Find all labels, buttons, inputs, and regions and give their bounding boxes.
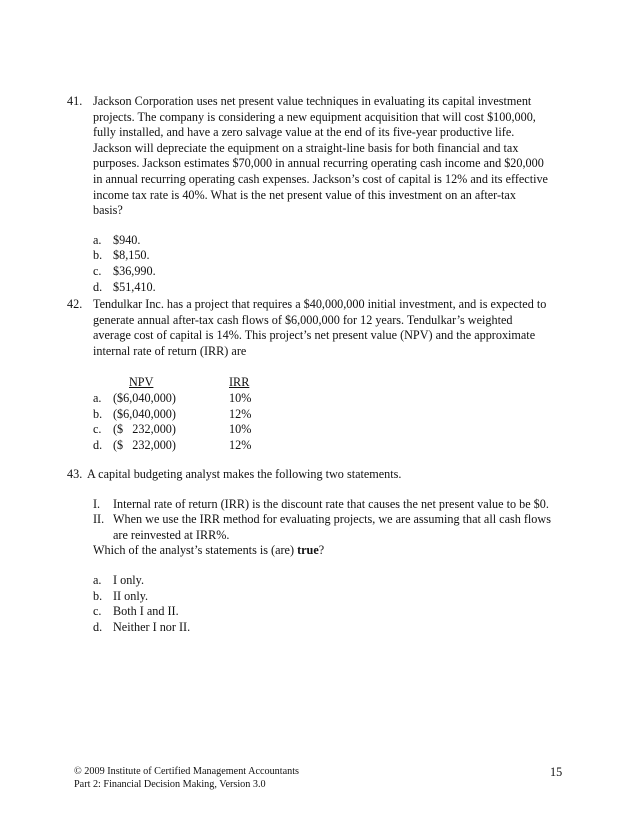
answer-option-a: [93, 233, 567, 249]
footer-course: Part 2: Financial Decision Making, Version 3.0: [74, 779, 266, 790]
answer-options: [93, 233, 567, 295]
question-41: [67, 94, 567, 295]
option-letter: d.: [93, 437, 103, 452]
page-footer: [74, 765, 299, 791]
npv-value: ($6,040,000): [113, 390, 176, 405]
statement-label: II.: [93, 512, 105, 527]
statement-ii: [93, 512, 567, 543]
question-body: [87, 467, 567, 483]
question-number: 42.: [67, 297, 83, 311]
answer-option-a: [93, 573, 567, 589]
option-text: $8,150.: [113, 248, 150, 263]
question-text-line: generate annual after-tax cash flows of $6,000,000 for 12 years. Tendulkar’s weighted: [93, 312, 513, 327]
statement-label: I.: [93, 496, 101, 511]
table-row: [93, 422, 567, 438]
answer-options: [93, 573, 567, 635]
question-text-line: basis?: [93, 203, 123, 218]
option-letter: a.: [93, 572, 102, 587]
option-text: $36,990.: [113, 263, 156, 278]
irr-value: 12%: [229, 437, 252, 452]
option-text: Neither I nor II.: [113, 619, 191, 634]
statement-text: Internal rate of return (IRR) is the discount rate that causes the net present value to be $0.: [113, 496, 549, 511]
question-text-line: fully installed, and have a zero salvage value at the end of its five-year productive life.: [93, 125, 515, 140]
question-text-line: purposes. Jackson estimates $70,000 in annual recurring operating cash income and $20,000: [93, 156, 544, 171]
answer-option-c: [93, 604, 567, 620]
irr-value: 12%: [229, 406, 252, 421]
statement-i: [93, 497, 567, 513]
column-header-irr: IRR: [229, 375, 250, 390]
answer-table: [93, 375, 567, 453]
table-row: [93, 438, 567, 454]
option-text: Both I and II.: [113, 604, 179, 619]
answer-option-c: [93, 264, 567, 280]
statement-text: are reinvested at IRR%.: [113, 527, 230, 542]
option-letter: a.: [93, 390, 102, 405]
npv-value: ($6,040,000): [113, 406, 176, 421]
question-body: [93, 297, 567, 453]
answer-option-d: [93, 280, 567, 296]
option-text: $51,410.: [113, 279, 156, 294]
table-row: [93, 407, 567, 423]
option-text: $940.: [113, 232, 141, 247]
question-text-line: internal rate of return (IRR) are: [93, 343, 247, 358]
irr-value: 10%: [229, 390, 252, 405]
option-text: II only.: [113, 588, 149, 603]
question-text-line: Jackson will depreciate the equipment on a straight-line basis for both financial and tax: [93, 140, 519, 155]
question-42: [67, 297, 567, 453]
irr-value: 10%: [229, 422, 252, 437]
option-letter: c.: [93, 422, 102, 437]
npv-value: ($ 232,000): [113, 422, 176, 437]
question-text-line: projects. The company is considering a new equipment acquisition that will cost $100,000,: [93, 109, 536, 124]
option-text: I only.: [113, 572, 145, 587]
answer-option-b: [93, 589, 567, 605]
question-intro: A capital budgeting analyst makes the following two statements.: [87, 467, 402, 481]
column-header-npv: NPV: [129, 375, 154, 390]
table-header: [93, 375, 567, 391]
footer-copyright: © 2009 Institute of Certified Management Accountants: [74, 766, 300, 777]
statement-list: [93, 497, 567, 544]
question-text-line: Tendulkar Inc. has a project that requires a $40,000,000 initial investment, and is expected to: [93, 297, 547, 311]
page-number: 15: [550, 765, 563, 779]
option-letter: b.: [93, 588, 103, 603]
option-letter: d.: [93, 279, 103, 294]
question-number: 43.: [67, 467, 83, 481]
option-letter: b.: [93, 248, 103, 263]
question-prompt: Which of the analyst’s statements is (are) true?: [93, 543, 325, 558]
option-letter: c.: [93, 263, 102, 278]
answer-option-d: [93, 620, 567, 636]
question-text-line: average cost of capital is 14%. This project’s net present value (NPV) and the approximate: [93, 328, 536, 343]
emphasis-true: true: [297, 543, 319, 558]
question-text-line: income tax rate is 40%. What is the net present value of this investment on an after-tax: [93, 187, 516, 202]
question-text-line: in annual recurring operating cash expenses. Jackson’s cost of capital is 12% and its effective: [93, 171, 548, 186]
statement-text: When we use the IRR method for evaluating projects, we are assuming that all cash flows: [113, 512, 551, 527]
option-letter: b.: [93, 406, 103, 421]
option-letter: d.: [93, 619, 103, 634]
question-43: [67, 467, 567, 635]
option-letter: c.: [93, 604, 102, 619]
question-text-line: Jackson Corporation uses net present value techniques in evaluating its capital investment: [93, 94, 532, 108]
question-body: [93, 94, 567, 295]
question-number: 41.: [67, 94, 83, 108]
option-letter: a.: [93, 232, 102, 247]
table-row: [93, 391, 567, 407]
npv-value: ($ 232,000): [113, 437, 176, 452]
answer-option-b: [93, 248, 567, 264]
